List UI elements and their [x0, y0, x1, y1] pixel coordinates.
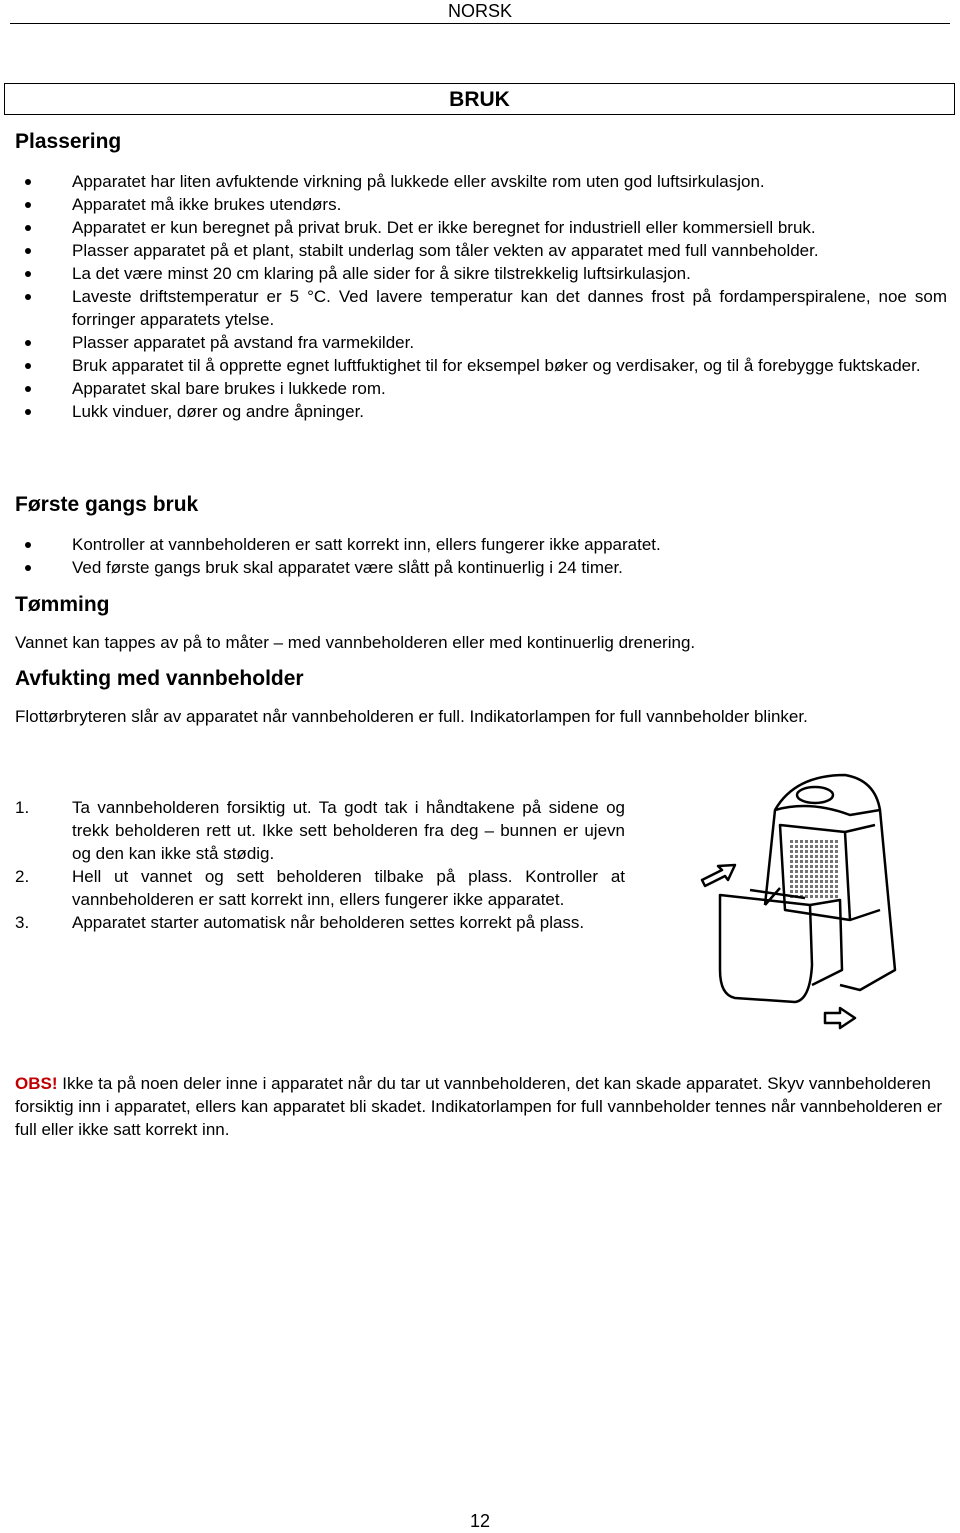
warning-text: Ikke ta på noen deler inne i apparatet når du tar ut vannbeholderen, det kan skade apparatet. Skyv vannbeholderen forsiktig inn i apparatet, ellers kan apparatet bli skadet. Indikatorlampen for full vannbeholder tennes når vannbeholderen er full eller ikke satt korrekt inn. — [15, 1074, 943, 1139]
header-divider — [10, 23, 950, 24]
emptying-text: Vannet kan tappes av på to måter – med vannbeholderen eller med kontinuerlig drenering. — [15, 633, 696, 652]
list-item: Lukk vinduer, dører og andre åpninger. — [15, 400, 947, 423]
list-item: Apparatet er kun beregnet på privat bruk. Det er ikke beregnet for industriell eller kommersiell bruk. — [15, 216, 947, 239]
section-title-box — [4, 83, 955, 115]
list-item: Plasser apparatet på et plant, stabilt underlag som tåler vekten av apparatet med full vannbeholder. — [15, 239, 947, 262]
step-text: Ta vannbeholderen forsiktig ut. Ta godt tak i håndtakene på sidene og trekk beholderen rett ut. Ikke sett beholderen fra deg – bunnen er ujevn og den kan ikke stå stødig. — [72, 798, 625, 863]
first-use-list — [15, 533, 947, 579]
page-number: 12 — [469, 1511, 491, 1531]
list-item: Laveste driftstemperatur er 5 °C. Ved lavere temperatur kan det dannes frost på fordamperspiralene, noe som forringer apparatets ytelse. — [15, 285, 947, 331]
step-text: Apparatet starter automatisk når beholderen settes korrekt på plass. — [72, 913, 585, 932]
list-item: Plasser apparatet på avstand fra varmekilder. — [15, 331, 947, 354]
tank-text: Flottørbryteren slår av apparatet når vannbeholderen er full. Indikatorlampen for full vannbeholder blinker. — [15, 707, 808, 726]
list-item: Apparatet må ikke brukes utendørs. — [15, 193, 947, 216]
step-number: 3. — [15, 913, 30, 932]
header-language: NORSK — [447, 1, 512, 21]
step-number: 2. — [15, 867, 30, 886]
section-title: BRUK — [449, 88, 510, 111]
list-item: La det være minst 20 cm klaring på alle sider for å sikre tilstrekkelig luftsirkulasjon. — [15, 262, 947, 285]
step-number: 1. — [15, 798, 30, 817]
step-item — [15, 796, 625, 865]
list-item: Bruk apparatet til å opprette egnet luftfuktighet til for eksempel bøker og verdisaker, og til å forebygge fuktskader. — [15, 354, 947, 377]
warning-note — [15, 1072, 947, 1141]
step-text: Hell ut vannet og sett beholderen tilbake på plass. Kontroller at vannbeholderen er satt korrekt inn, ellers fungerer ikke apparatet. — [72, 867, 625, 909]
step-item — [15, 911, 625, 934]
step-item — [15, 865, 625, 911]
list-item: Apparatet skal bare brukes i lukkede rom. — [15, 377, 947, 400]
list-item: Kontroller at vannbeholderen er satt korrekt inn, ellers fungerer ikke apparatet. — [15, 533, 947, 556]
warning-label: OBS! — [15, 1074, 58, 1093]
placement-list — [15, 170, 947, 423]
heading-emptying: Tømming — [15, 593, 110, 616]
heading-tank: Avfukting med vannbeholder — [15, 667, 304, 690]
list-item: Apparatet har liten avfuktende virkning på lukkede eller avskilte rom uten god luftsirkulasjon. — [15, 170, 947, 193]
steps-list — [15, 796, 625, 934]
dehumidifier-illustration — [690, 770, 950, 1030]
heading-placement: Plassering — [15, 130, 122, 153]
heading-first-use: Første gangs bruk — [15, 493, 199, 516]
list-item: Ved første gangs bruk skal apparatet være slått på kontinuerlig i 24 timer. — [15, 556, 947, 579]
